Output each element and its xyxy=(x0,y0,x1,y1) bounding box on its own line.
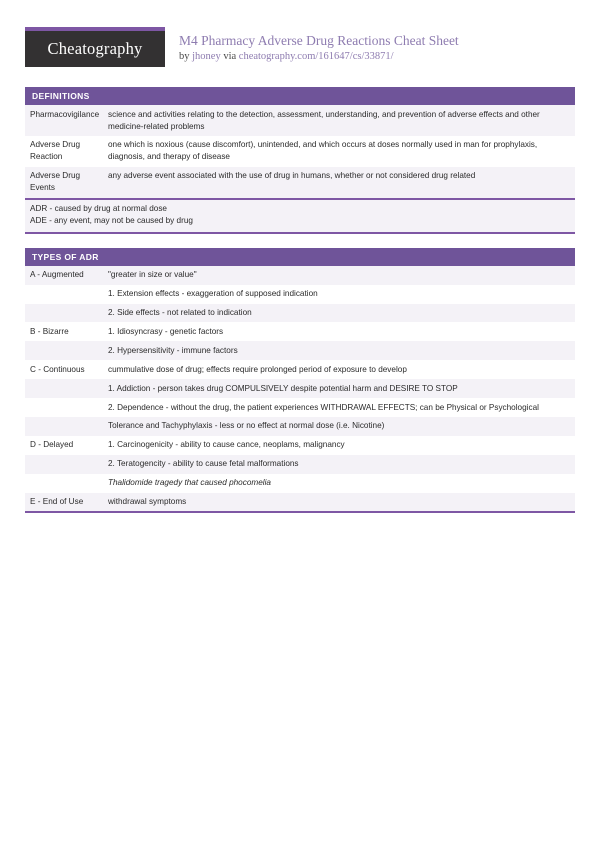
row-label: D - Delayed xyxy=(30,440,74,450)
table-row xyxy=(25,341,575,360)
row-label xyxy=(25,417,106,436)
row-value: withdrawal symptoms xyxy=(108,497,187,506)
section xyxy=(25,248,575,514)
row-label xyxy=(25,341,106,360)
table-row xyxy=(25,304,575,323)
table-row xyxy=(25,322,575,341)
row-value: science and activities relating to the detection, assessment, understanding, and prevention of adverse effects and other medicine-related problems xyxy=(108,109,540,131)
row-label xyxy=(25,285,106,304)
note-line: ADE - any event, may not be caused by drug xyxy=(30,216,193,226)
author-link[interactable]: jhoney xyxy=(192,50,221,62)
table-row xyxy=(25,136,575,167)
row-label xyxy=(25,304,106,323)
table-row xyxy=(25,379,575,398)
logo-text: Cheatography xyxy=(47,38,143,58)
table-row xyxy=(25,398,575,417)
byline-mid: via xyxy=(220,50,239,62)
row-value: "greater in size or value" xyxy=(108,270,197,280)
row-label: A - Augmented xyxy=(30,270,84,280)
page-header xyxy=(25,0,575,73)
section-heading: DEFINITIONS xyxy=(25,87,575,105)
sections-container xyxy=(25,87,575,513)
table-row xyxy=(25,285,575,304)
section xyxy=(25,87,575,234)
table-row xyxy=(25,417,575,436)
cheatography-logo[interactable] xyxy=(25,27,165,67)
row-value: Thalidomide tragedy that caused phocomelia xyxy=(108,478,271,488)
row-value: Tolerance and Tachyphylaxis - less or no effect at normal dose (i.e. Nicotine) xyxy=(108,421,385,431)
row-label xyxy=(25,379,106,398)
row-label: Adverse Drug Reaction xyxy=(30,140,81,162)
note-line: ADR - caused by drug at normal dose xyxy=(30,204,167,214)
table-row xyxy=(25,266,575,285)
row-value: 2. Teratogencity - ability to cause fetal malformations xyxy=(108,459,299,469)
section-note-block xyxy=(25,198,575,234)
row-label: E - End of Use xyxy=(30,497,84,506)
table-row xyxy=(25,167,575,198)
section-table xyxy=(25,266,575,514)
row-value: 1. Extension effects - exaggeration of supposed indication xyxy=(108,289,318,299)
section-heading: TYPES OF ADR xyxy=(25,248,575,266)
section-table xyxy=(25,105,575,197)
row-value: cummulative dose of drug; effects require prolonged period of exposure to develop xyxy=(108,364,407,374)
table-row xyxy=(25,455,575,474)
table-row xyxy=(25,493,575,513)
row-value: any adverse event associated with the use of drug in humans, whether or not considered drug related xyxy=(108,171,476,181)
table-row xyxy=(25,436,575,455)
row-label xyxy=(25,455,106,474)
row-value: 1. Addiction - person takes drug COMPULSIVELY despite potential harm and DESIRE TO STOP xyxy=(108,383,458,393)
row-label: B - Bizarre xyxy=(30,326,69,336)
title-block xyxy=(179,27,459,63)
row-label xyxy=(25,474,106,493)
table-row xyxy=(25,360,575,379)
table-row xyxy=(25,105,575,136)
row-value: 2. Hypersensitivity - immune factors xyxy=(108,345,238,355)
byline-prefix: by xyxy=(179,50,193,62)
table-row xyxy=(25,474,575,493)
row-value: 1. Carcinogenicity - ability to cause cance, neoplams, malignancy xyxy=(108,440,345,450)
row-label: Adverse Drug Events xyxy=(30,171,81,193)
row-label xyxy=(25,398,106,417)
row-value: 2. Side effects - not related to indication xyxy=(108,308,252,318)
byline xyxy=(179,51,459,64)
source-url-link[interactable]: cheatography.com/161647/cs/33871/ xyxy=(238,50,394,62)
row-label: C - Continuous xyxy=(30,364,85,374)
page-title: M4 Pharmacy Adverse Drug Reactions Cheat Sheet xyxy=(179,33,459,48)
row-value: one which is noxious (cause discomfort), unintended, and which occurs at doses normally used in man for prophylaxis, diagnosis, and therapy of disease xyxy=(108,140,538,162)
row-value: 1. Idiosyncrasy - genetic factors xyxy=(108,326,224,336)
row-value: 2. Dependence - without the drug, the patient experiences WITHDRAWAL EFFECTS; can be Physical or Psychological xyxy=(108,402,539,412)
row-label: Pharmacovigilance xyxy=(30,109,100,119)
